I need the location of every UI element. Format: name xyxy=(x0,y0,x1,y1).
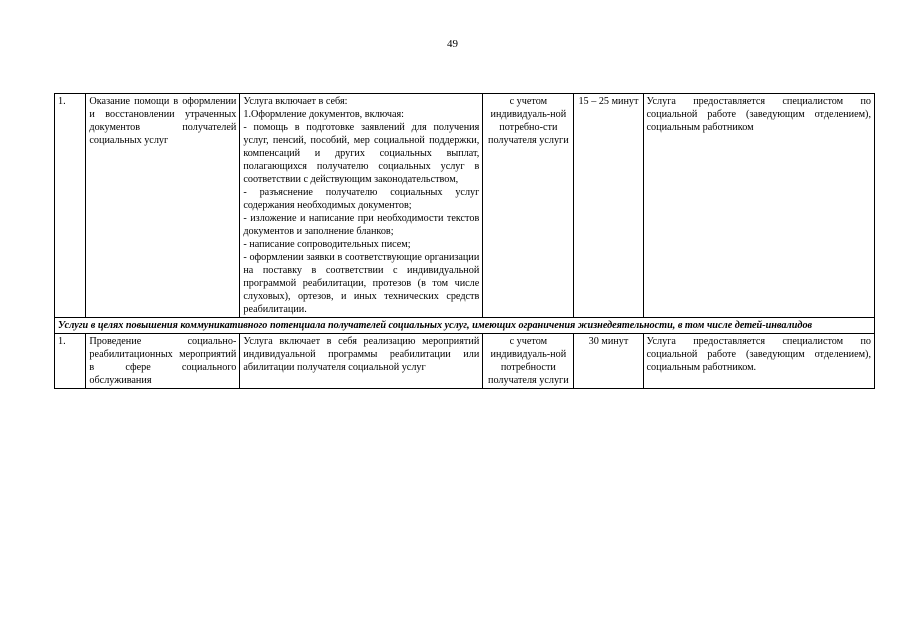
row-number: 1. xyxy=(55,94,86,318)
description-line: - оформлении заявки в соответствующие организации на поставку в соответствии с индивидуальной программой реабилитации, протезов (в том числе слуховых), ортезов, и иных технических средств реабилитации. xyxy=(243,252,480,315)
service-description: Услуга включает в себя реализацию мероприятий индивидуальной программы реабилитации или абилитации получателя социальной услуг xyxy=(240,334,483,389)
service-name: Оказание помощи в оформлении и восстановлении утраченных документов получателей социальных услуг xyxy=(86,94,240,318)
description-line: 1.Оформление документов, включая: xyxy=(243,109,405,120)
service-time: 30 минут xyxy=(574,334,643,389)
section-heading: Услуги в целях повышения коммуникативного потенциала получателей социальных услуг, имеющих ограничения жизнедеятельности, в том числе детей-инвалидов xyxy=(55,318,875,334)
table-row xyxy=(55,94,875,318)
section-heading-row xyxy=(55,318,875,334)
page-number: 49 xyxy=(447,38,458,50)
service-name: Проведение социально-реабилитационных мероприятий в сфере социального обслуживания xyxy=(86,334,240,389)
service-condition: с учетом индивидуаль-ной потребности получателя услуги xyxy=(483,334,574,389)
description-line: - разъяснение получателю социальных услуг содержания необходимых документов; xyxy=(243,187,480,211)
service-provider: Услуга предоставляется специалистом по социальной работе (заведующим отделением), социальным работником xyxy=(643,94,874,318)
service-description xyxy=(240,94,483,318)
description-line: - изложение и написание при необходимости текстов документов и заполнение бланков; xyxy=(243,213,480,237)
description-line: Услуга включает в себя: xyxy=(243,96,348,107)
table-row xyxy=(55,334,875,389)
service-provider: Услуга предоставляется специалистом по социальной работе (заведующим отделением), социальным работником. xyxy=(643,334,874,389)
row-number: 1. xyxy=(55,334,86,389)
services-table xyxy=(54,93,875,389)
description-line: - написание сопроводительных писем; xyxy=(243,239,411,250)
service-condition: с учетом индивидуаль-ной потребно-сти получателя услуги xyxy=(483,94,574,318)
service-time: 15 – 25 минут xyxy=(574,94,643,318)
description-line: - помощь в подготовке заявлений для получения услуг, пенсий, пособий, мер социальной поддержки, компенсаций и других социальных выплат, полагающихся получателю социальных услуг в соответствии с действующим законодательством, xyxy=(243,122,480,185)
